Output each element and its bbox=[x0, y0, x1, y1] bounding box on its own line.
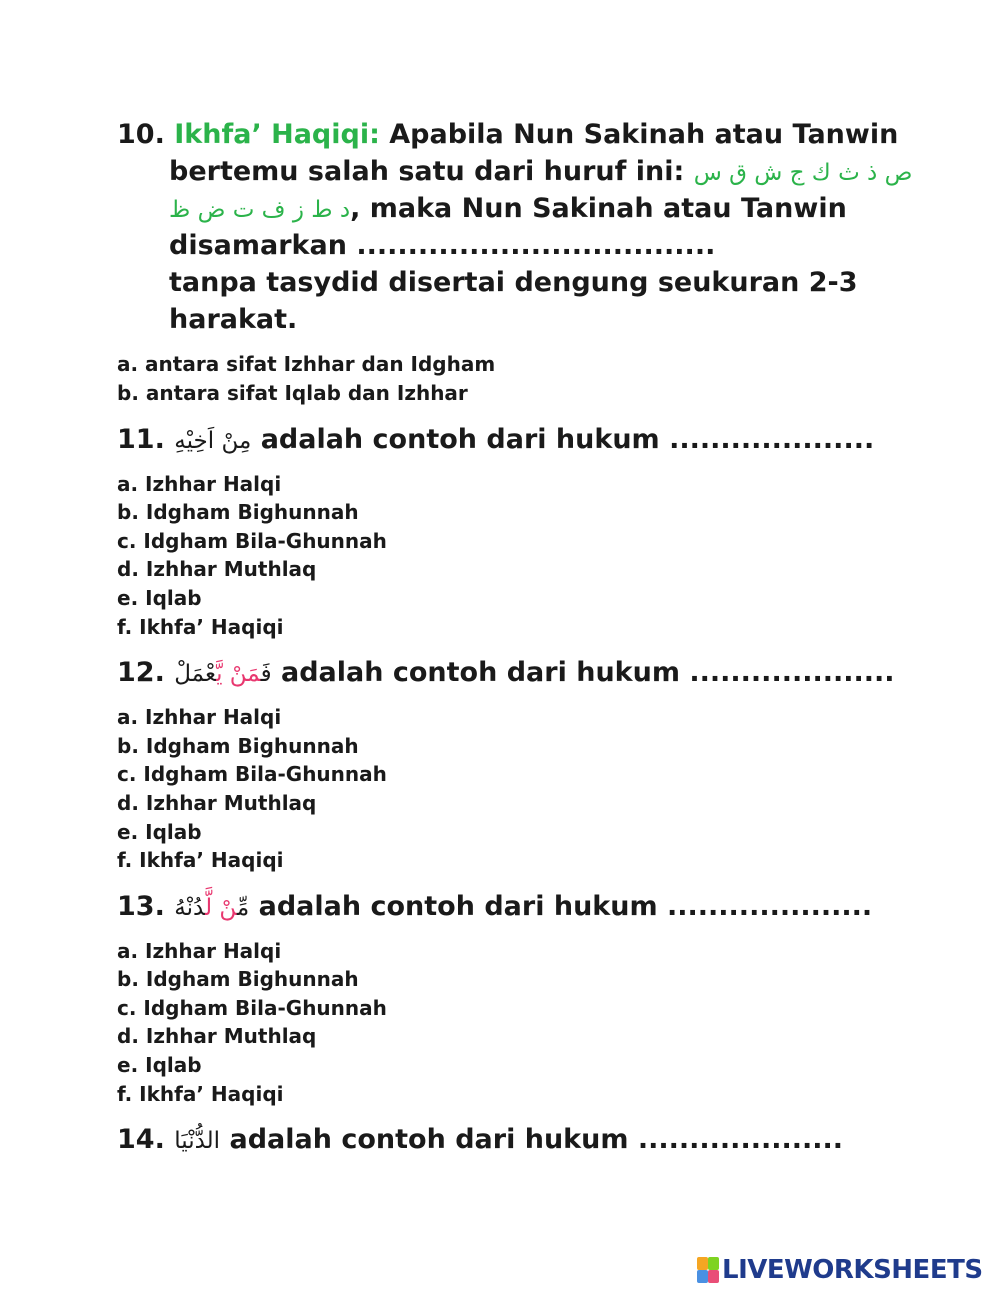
q13-arabic bbox=[174, 890, 249, 927]
q12-arabic-highlight: مَنْ يَّ bbox=[216, 661, 261, 687]
logo-square-2 bbox=[708, 1257, 719, 1270]
q12-option-e[interactable]: e. Iqlab bbox=[117, 820, 202, 844]
q11-option-c[interactable]: c. Idgham Bila-Ghunnah bbox=[117, 529, 387, 553]
liveworksheets-logo bbox=[697, 1253, 983, 1287]
q10-line2-text: bertemu salah satu dari huruf ini: bbox=[169, 156, 685, 187]
q12-option-c[interactable]: c. Idgham Bila-Ghunnah bbox=[117, 762, 387, 786]
q13-option-e[interactable]: e. Iqlab bbox=[117, 1053, 202, 1077]
q10-line3-text: , maka Nun Sakinah atau Tanwin bbox=[350, 193, 847, 224]
q11-option-e[interactable]: e. Iqlab bbox=[117, 586, 202, 610]
q12-arabic bbox=[174, 656, 271, 693]
q13-arabic-suffix: دُنْهُ bbox=[174, 895, 206, 921]
q10-line5: tanpa tasydid disertai dengung seukuran 2-3 bbox=[169, 267, 858, 298]
q11-option-f[interactable]: f. Ikhfa’ Haqiqi bbox=[117, 615, 284, 639]
q10-line2 bbox=[169, 153, 912, 192]
q10-letters-a: ص ذ ث ك ج ش ق س bbox=[693, 160, 913, 186]
q10-line4: disamarkan ................................... bbox=[169, 230, 716, 261]
q13-option-a[interactable]: a. Izhhar Halqi bbox=[117, 939, 282, 963]
q12-option-a[interactable]: a. Izhhar Halqi bbox=[117, 705, 282, 729]
q10-line6: harakat. bbox=[169, 304, 298, 335]
q13-option-d[interactable]: d. Izhhar Muthlaq bbox=[117, 1024, 317, 1048]
q11-option-a[interactable]: a. Izhhar Halqi bbox=[117, 472, 282, 496]
liveworksheets-logo-text: LIVEWORKSHEETS bbox=[722, 1255, 983, 1285]
q10-option-b[interactable]: b. antara sifat Iqlab dan Izhhar bbox=[117, 381, 468, 405]
q13-arabic-prefix: مِّ bbox=[236, 895, 250, 921]
q11-option-d[interactable]: d. Izhhar Muthlaq bbox=[117, 557, 317, 581]
q12-number: 12. bbox=[117, 657, 165, 688]
q14-text: adalah contoh dari hukum .................... bbox=[229, 1124, 844, 1155]
q13-arabic-highlight: نْ لَّ bbox=[205, 895, 237, 921]
q12-option-f[interactable]: f. Ikhfa’ Haqiqi bbox=[117, 848, 284, 872]
q10-term: Ikhfa’ Haqiqi: bbox=[174, 119, 380, 150]
logo-square-4 bbox=[708, 1270, 719, 1283]
q14-number: 14. bbox=[117, 1124, 165, 1155]
logo-square-3 bbox=[697, 1270, 708, 1283]
q13-option-b[interactable]: b. Idgham Bighunnah bbox=[117, 967, 359, 991]
q13-option-c[interactable]: c. Idgham Bila-Ghunnah bbox=[117, 996, 387, 1020]
q13-option-f[interactable]: f. Ikhfa’ Haqiqi bbox=[117, 1082, 284, 1106]
q14-arabic: الدُّنْيَا bbox=[174, 1128, 221, 1154]
logo-square-1 bbox=[697, 1257, 708, 1270]
q13-text: adalah contoh dari hukum .................... bbox=[258, 891, 873, 922]
q10-line1-text: Apabila Nun Sakinah atau Tanwin bbox=[389, 119, 899, 150]
q11-text: adalah contoh dari hukum .................... bbox=[260, 424, 875, 455]
q12-option-b[interactable]: b. Idgham Bighunnah bbox=[117, 734, 359, 758]
q11-option-b[interactable]: b. Idgham Bighunnah bbox=[117, 500, 359, 524]
q14 bbox=[117, 1121, 843, 1160]
q10-line1 bbox=[117, 116, 898, 153]
q13-number: 13. bbox=[117, 891, 165, 922]
q12-arabic-prefix: فَ bbox=[260, 661, 272, 687]
q13 bbox=[117, 888, 872, 927]
q11-number: 11. bbox=[117, 424, 165, 455]
q10-letters-b: د ط ز ف ت ض ظ bbox=[169, 197, 351, 223]
q12-option-d[interactable]: d. Izhhar Muthlaq bbox=[117, 791, 317, 815]
q10-option-a[interactable]: a. antara sifat Izhhar dan Idgham bbox=[117, 352, 496, 376]
q10-line3 bbox=[169, 190, 847, 229]
q11 bbox=[117, 421, 874, 460]
q10-number: 10. bbox=[117, 119, 165, 150]
liveworksheets-logo-icon bbox=[697, 1257, 719, 1283]
q12-text: adalah contoh dari hukum .................... bbox=[281, 657, 895, 688]
q12-arabic-suffix: عْمَلْ bbox=[174, 661, 217, 687]
q12 bbox=[117, 654, 895, 693]
q11-arabic: مِنْ اَخِيْهِ bbox=[174, 428, 252, 454]
